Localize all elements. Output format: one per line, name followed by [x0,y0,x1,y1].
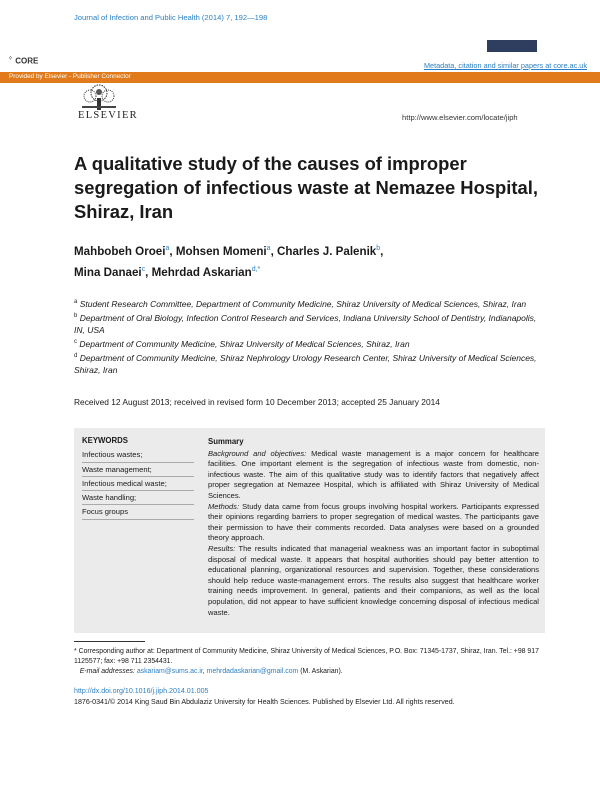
affiliation-text: Department of Oral Biology, Infection Control Research and Services, Indiana University School of Dentistry, Indianapolis, IN, USA [74,312,537,336]
affiliation [74,350,544,376]
provider-text[interactable]: Provided by Elsevier - Publisher Connector [9,73,131,80]
author-affiliation-mark[interactable]: a [266,245,271,252]
keywords-panel [82,435,194,520]
affiliation-text: Student Research Committee, Department of Community Medicine, Shiraz University of Medical Sciences, Shiraz, Iran [79,298,527,309]
affiliation-mark: a [74,299,78,305]
author-separator: , [380,244,384,258]
journal-citation[interactable]: Journal of Infection and Public Health (2014) 7, 192—198 [74,13,268,22]
provider-banner [0,72,600,83]
keyword-item: Infectious medical waste; [82,477,194,491]
article-title: A qualitative study of the causes of improper segregation of infectious waste at Nemazee Hospital, Shiraz, Iran [74,153,538,222]
author[interactable]: Mohsen Momeni [175,244,267,258]
summary-label: Results: [208,543,236,553]
author[interactable]: Charles J. Palenik [277,244,377,258]
email-label: E-mail addresses: [79,668,135,675]
email-line [74,667,544,677]
author-separator: , [145,265,152,279]
affiliation-mark: b [74,313,78,320]
summary-text: The results indicated that managerial weakness was an important factor in suboptimal disposal of medical waste. It appears that hospital authorities should pay better attention to educational planning, organizational resources and supervision. Together, these considerations should help reduce waste-management errors. The results also suggest that healthcare worker training needs improvement. In general, patients and their companions, as well as the local population, did not appear to have sufficient knowledge concerning disposal of infectious medical waste. [208,543,539,617]
elsevier-tree-icon [78,84,120,110]
affiliation-text: Department of Community Medicine, Shiraz University of Medical Sciences, Shiraz, Iran [79,339,410,350]
summary-text: Study data came from focus groups involving hospital workers. Participants expressed their opinions regarding barriers to proper segregation of medical wastes. The participants gave their permission to have their comments recorded. Data analyses were based on a grounded theory approach. [208,501,539,543]
affiliation-text: Department of Community Medicine, Shiraz Nephrology Urology Research Center, Shiraz University of Medical Sciences, Shiraz, Iran [74,353,537,376]
summary-panel [208,437,539,618]
author-affiliation-mark[interactable]: a [165,245,170,252]
summary-methods [208,502,539,544]
author-affiliation-mark[interactable]: d,* [251,265,261,273]
keyword-item: Infectious wastes; [82,448,194,462]
doi-link[interactable]: http://dx.doi.org/10.1016/j.jiph.2014.01.005 [74,687,209,695]
affiliations [74,296,544,377]
summary-heading: Summary [208,437,244,446]
received-dates: Received 12 August 2013; received in revised form 10 December 2013; accepted 25 January 2014 [74,397,440,407]
summary-results [208,544,539,618]
core-dots-icon: ⁘ [8,56,14,62]
journal-cover-thumbnail [487,40,537,52]
publisher-logo: ELSEVIER [78,110,138,121]
email-suffix: (M. Askarian). [298,668,343,675]
affiliation [74,296,544,310]
corresponding-footnote [74,647,544,677]
core-metadata-link[interactable]: Metadata, citation and similar papers at core.ac.uk [423,61,587,70]
author[interactable]: Mehrdad Askarian [151,265,252,279]
author[interactable]: Mina Danaei [74,265,142,279]
keywords-heading: KEYWORDS [82,436,128,445]
keyword-item: Focus groups [82,505,194,519]
author-affiliation-mark[interactable]: c [141,265,146,273]
summary-background [208,449,539,502]
summary-text: Medical waste management is a major concern for healthcare facilities. One important element is the segregation of infectious waste from domestic, non-infectious waste. The aim of this qualitative study was to identify factors that negatively affect proper segregation at Nemazee Hospital, which is affiliated with Shiraz University of Medical Sciences. [208,448,539,500]
summary-label: Background and objectives: [208,448,307,458]
copyright: 1876-0341/© 2014 King Saud Bin Abdulaziz University for Health Sciences. Published by Elsevier Ltd. All rights reserved. [74,698,455,706]
journal-url[interactable]: http://www.elsevier.com/locate/jiph [402,113,518,122]
author-separator: , [270,244,278,258]
author-separator: , [169,244,176,258]
keyword-item: Waste management; [82,463,194,477]
author[interactable]: Mahbobeh Oroei [74,244,166,258]
keyword-item: Waste handling; [82,491,194,505]
email-separator: , [202,668,207,675]
email-link[interactable]: askariam@sums.ac.ir [136,668,203,675]
affiliation [74,336,544,350]
affiliation [74,310,544,336]
core-logo[interactable] [8,55,38,66]
core-logo-text: CORE [15,56,39,66]
affiliation-mark: d [74,353,78,360]
footnote-divider [74,641,145,642]
author-affiliation-mark[interactable]: b [376,245,381,252]
email-link[interactable]: mehrdadaskarian@gmail.com [206,668,299,675]
author-list [74,240,544,282]
summary-label: Methods: [208,501,240,511]
corresponding-author: * Corresponding author at: Department of Community Medicine, Shiraz University of Medical Sciences, P.O. Box: 71345-1737, Shiraz, Iran. Tel.: +98 917 1125577; fax: +98 711 2354431. [74,648,539,665]
affiliation-mark: c [74,339,77,346]
